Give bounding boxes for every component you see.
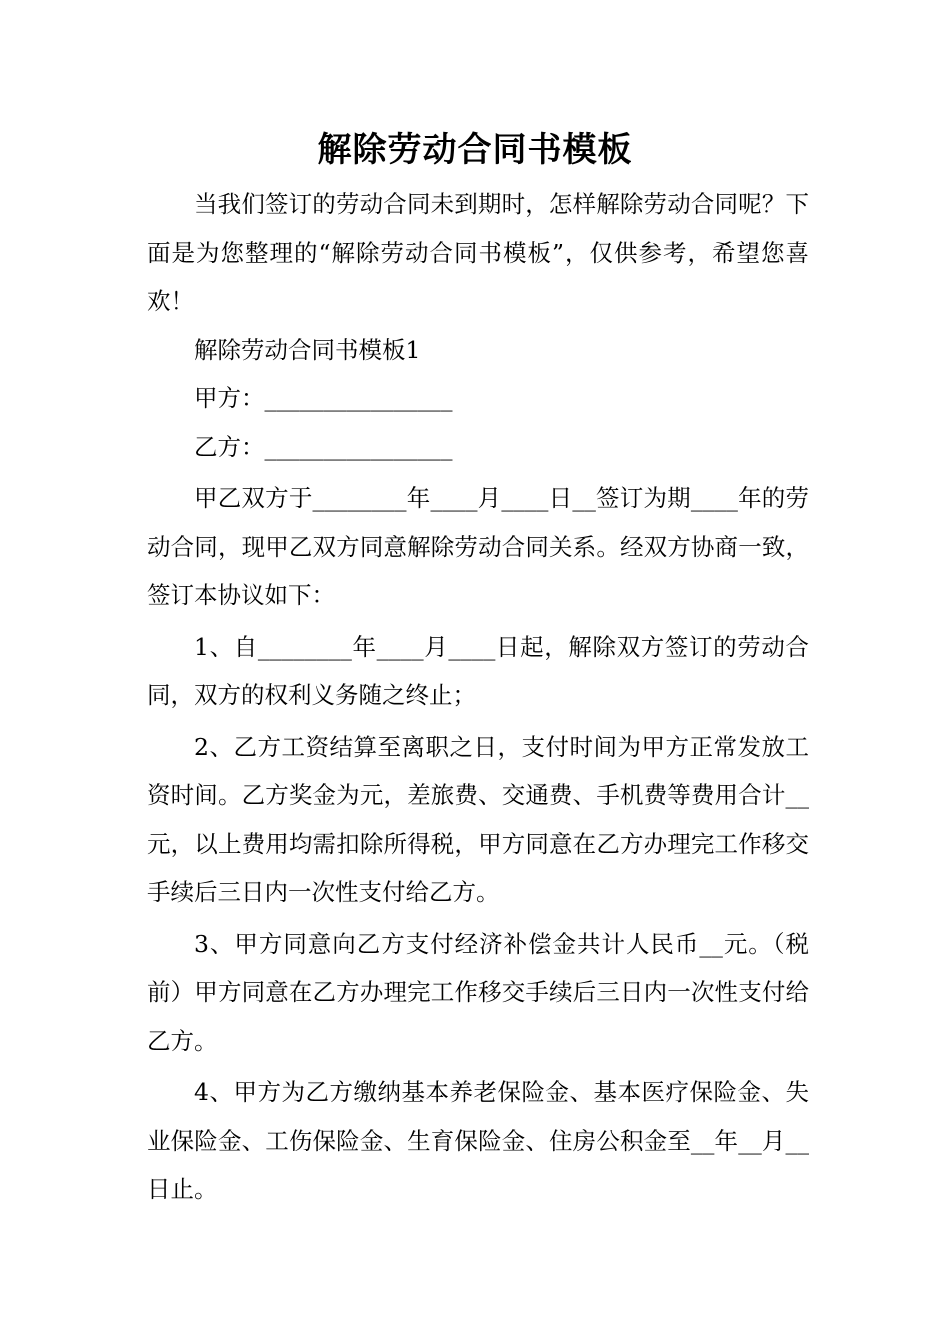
intro-paragraph: 当我们签订的劳动合同未到期时，怎样解除劳动合同呢？下面是为您整理的“解除劳动合同书模板”，仅供参考，希望您喜欢！	[147, 190, 809, 315]
clause-2: 2、乙方工资结算至离职之日，支付时间为甲方正常发放工资时间。乙方奖金为元，差旅费、交通费、手机费等费用合计__元，以上费用均需扣除所得税，甲方同意在乙方办理完工作移交手续后三日内一次性支付给乙方。	[147, 732, 809, 906]
document-body	[147, 180, 809, 1214]
preamble-paragraph: 甲乙双方于________年____月____日__签订为期____年的劳动合同，现甲乙双方同意解除劳动合同关系。经双方协商一致，签订本协议如下：	[147, 484, 809, 609]
party-b-line: 乙方：________________	[194, 432, 453, 461]
party-a-line: 甲方：________________	[194, 384, 453, 412]
section-heading: 解除劳动合同书模板1	[194, 335, 421, 364]
clause-1: 1、自________年____月____日起，解除双方签订的劳动合同，双方的权利义务随之终止；	[147, 632, 809, 709]
clause-4: 4、甲方为乙方缴纳基本养老保险金、基本医疗保险金、失业保险金、工伤保险金、生育保险金、住房公积金至__年__月__日止。	[147, 1078, 809, 1203]
clause-3: 3、甲方同意向乙方支付经济补偿金共计人民币__元。（税前）甲方同意在乙方办理完工作移交手续后三日内一次性支付给乙方。	[147, 929, 809, 1055]
document-title: 解除劳动合同书模板	[317, 130, 633, 170]
